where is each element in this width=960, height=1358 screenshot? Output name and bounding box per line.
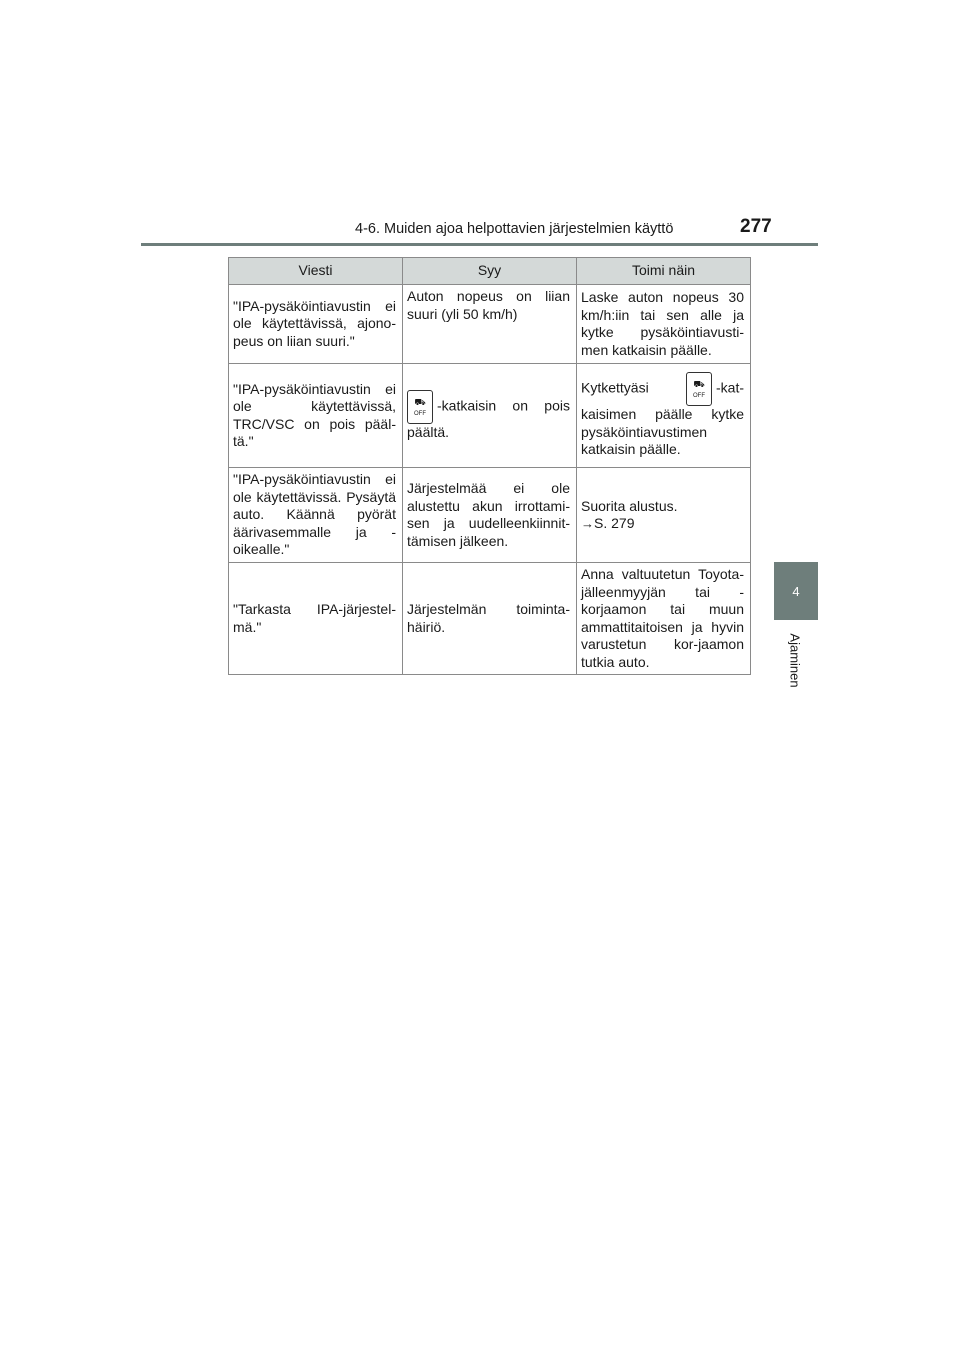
message-cell: "IPA-pysäköintiavustin ei ole käytettävissä, TRC/VSC on pois pääl-tä." [229, 364, 403, 468]
icon-off-label: OFF [414, 410, 426, 417]
message-cell: "Tarkasta IPA-järjestel-mä." [229, 563, 403, 675]
message-cell: "IPA-pysäköintiavustin ei ole käytettävissä. Pysäytä auto. Käännä pyörät äärivasemmalle ja -oikealle." [229, 468, 403, 563]
header-divider [141, 243, 818, 246]
action-text: Suorita alustus. [581, 497, 678, 514]
chapter-label-text: Ajaminen [787, 632, 803, 688]
section-title: 4-6. Muiden ajoa helpottavien järjestelmien käyttö [355, 221, 674, 237]
action-text-after: -kat-kaisimen päälle kytke pysäköintiavustimen katkaisin päälle. [581, 379, 744, 458]
action-cell: Anna valtuutetun Toyota-jälleenmyyjän tai -korjaamon tai muun ammattitaitoisen ja hyvin varustetun kor-jaamon tutkia auto. [577, 563, 751, 675]
message-table [228, 257, 751, 675]
car-glyph-icon: ⛟ [693, 379, 705, 390]
action-cell [577, 468, 751, 563]
column-header-action: Toimi näin [577, 258, 751, 285]
cause-cell [403, 364, 577, 468]
ipa-switch-off-icon [407, 390, 433, 424]
chapter-label [773, 625, 817, 695]
action-cell: Laske auton nopeus 30 km/h:iin tai sen alle ja kytke pysäköintiavusti-men katkaisin päälle. [577, 285, 751, 364]
cause-cell: Järjestelmää ei ole alustettu akun irrottami-sen ja uudelleenkiinnit-tämisen jälkeen. [403, 468, 577, 563]
ipa-switch-off-icon [686, 372, 712, 406]
column-header-message: Viesti [229, 258, 403, 285]
chapter-tab[interactable] [774, 562, 818, 620]
cause-cell: Järjestelmän toiminta-häiriö. [403, 563, 577, 675]
table-header-row [229, 258, 751, 285]
car-glyph-icon: ⛟ [414, 396, 426, 407]
action-cell [577, 364, 751, 468]
page-number: 277 [740, 216, 772, 237]
message-cell: "IPA-pysäköintiavustin ei ole käytettävissä, ajono-peus on liian suuri." [229, 285, 403, 364]
cause-text: -katkaisin on pois päältä. [407, 397, 570, 440]
chapter-number: 4 [792, 583, 800, 599]
table-row [229, 364, 751, 468]
table-row [229, 563, 751, 675]
arrow-right-icon: → [581, 516, 594, 531]
icon-off-label: OFF [693, 393, 705, 400]
column-header-cause: Syy [403, 258, 577, 285]
action-text-before: Kytkettyäsi [581, 379, 649, 396]
table-row [229, 285, 751, 364]
cause-cell: Auton nopeus on liian suuri (yli 50 km/h) [403, 285, 577, 364]
page-reference-link[interactable]: S. 279 [594, 515, 635, 531]
table-row [229, 468, 751, 563]
